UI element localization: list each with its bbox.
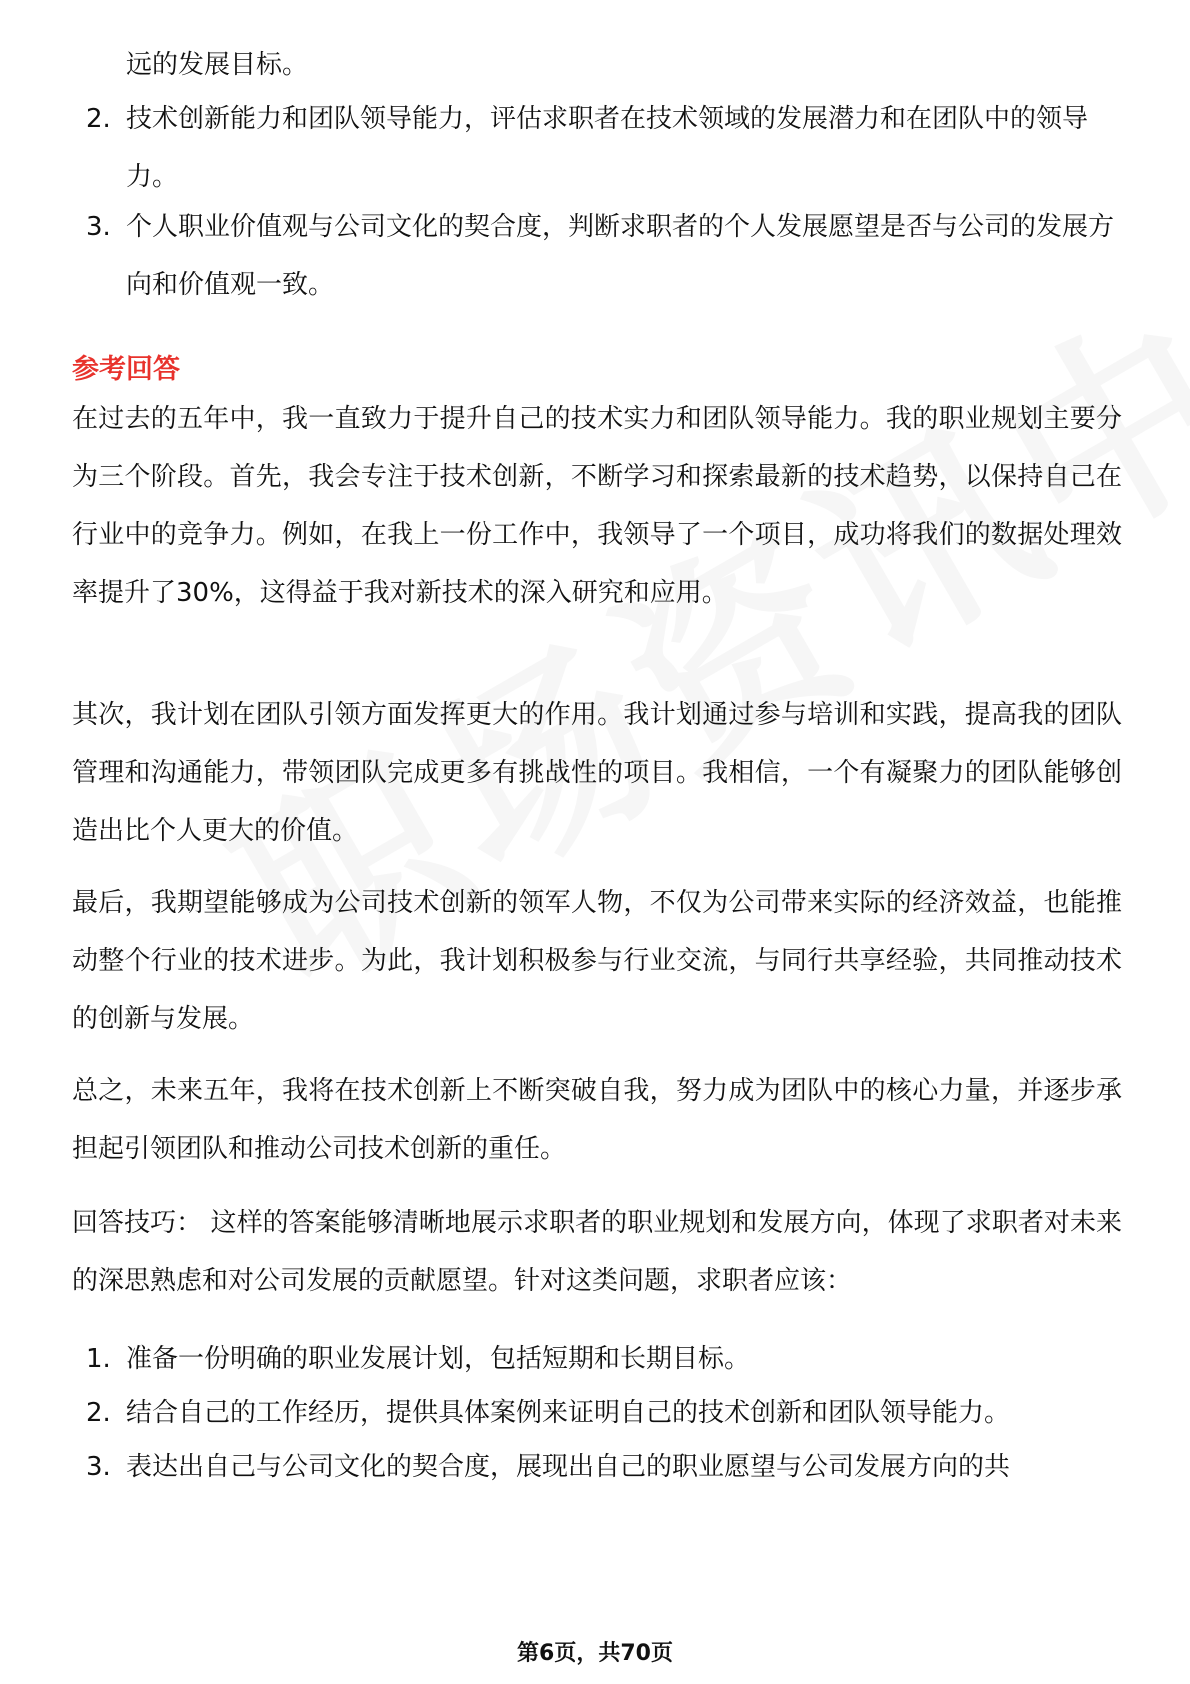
tips-paragraph: 回答技巧： 这样的答案能够清晰地展示求职者的职业规划和发展方向，体现了求职者对未来的深思熟虑和对公司发展的贡献愿望。针对这类问题，求职者应该： — [72, 1208, 1122, 1296]
tip-item-text: 准备一份明确的职业发展计划，包括短期和长期目标。 — [126, 1344, 751, 1374]
tip-item-number: 2. — [86, 1398, 111, 1428]
answer-paragraph: 在过去的五年中，我一直致力于提升自己的技术实力和团队领导能力。我的职业规划主要分为三个阶段。首先，我会专注于技术创新，不断学习和探索最新的技术趋势，以保持自己在行业中的竞争力。例如，在我上一份工作中，我领导了一个项目，成功将我们的数据处理效率提升了30%，这得益于我对新技术的深入研究和应用。 — [72, 404, 1122, 608]
answer-paragraph: 总之，未来五年，我将在技术创新上不断突破自我，努力成为团队中的核心力量，并逐步承担起引领团队和推动公司技术创新的重任。 — [72, 1076, 1122, 1164]
section-title: 参考回答 — [72, 354, 180, 385]
list-item — [86, 90, 1120, 206]
tip-item-number: 1. — [86, 1344, 111, 1374]
list-item-continuation — [86, 36, 1120, 94]
list-item-number: 3. — [86, 212, 111, 242]
list-item-number: 2. — [86, 104, 111, 134]
tip-item — [86, 1438, 1120, 1496]
answer-paragraph: 其次，我计划在团队引领方面发挥更大的作用。我计划通过参与培训和实践，提高我的团队管理和沟通能力，带领团队完成更多有挑战性的项目。我相信，一个有凝聚力的团队能够创造出比个人更大的价值。 — [72, 700, 1122, 846]
list-item — [86, 198, 1120, 314]
list-item-text: 技术创新能力和团队领导能力，评估求职者在技术领域的发展潜力和在团队中的领导力。 — [126, 104, 1089, 192]
tip-item-text: 表达出自己与公司文化的契合度，展现出自己的职业愿望与公司发展方向的共 — [126, 1452, 1011, 1482]
tip-item — [86, 1330, 1120, 1388]
list-item-text: 个人职业价值观与公司文化的契合度，判断求职者的个人发展愿望是否与公司的发展方向和价值观一致。 — [126, 212, 1115, 300]
page-footer: 第6页，共70页 — [517, 1641, 673, 1666]
list-item-text: 远的发展目标。 — [126, 50, 309, 80]
tip-item-text: 结合自己的工作经历，提供具体案例来证明自己的技术创新和团队领导能力。 — [126, 1398, 1011, 1428]
tip-item — [86, 1384, 1120, 1442]
tip-item-number: 3. — [86, 1452, 111, 1482]
answer-paragraph: 最后，我期望能够成为公司技术创新的领军人物，不仅为公司带来实际的经济效益，也能推动整个行业的技术进步。为此，我计划积极参与行业交流，与同行共享经验，共同推动技术的创新与发展。 — [72, 888, 1122, 1034]
